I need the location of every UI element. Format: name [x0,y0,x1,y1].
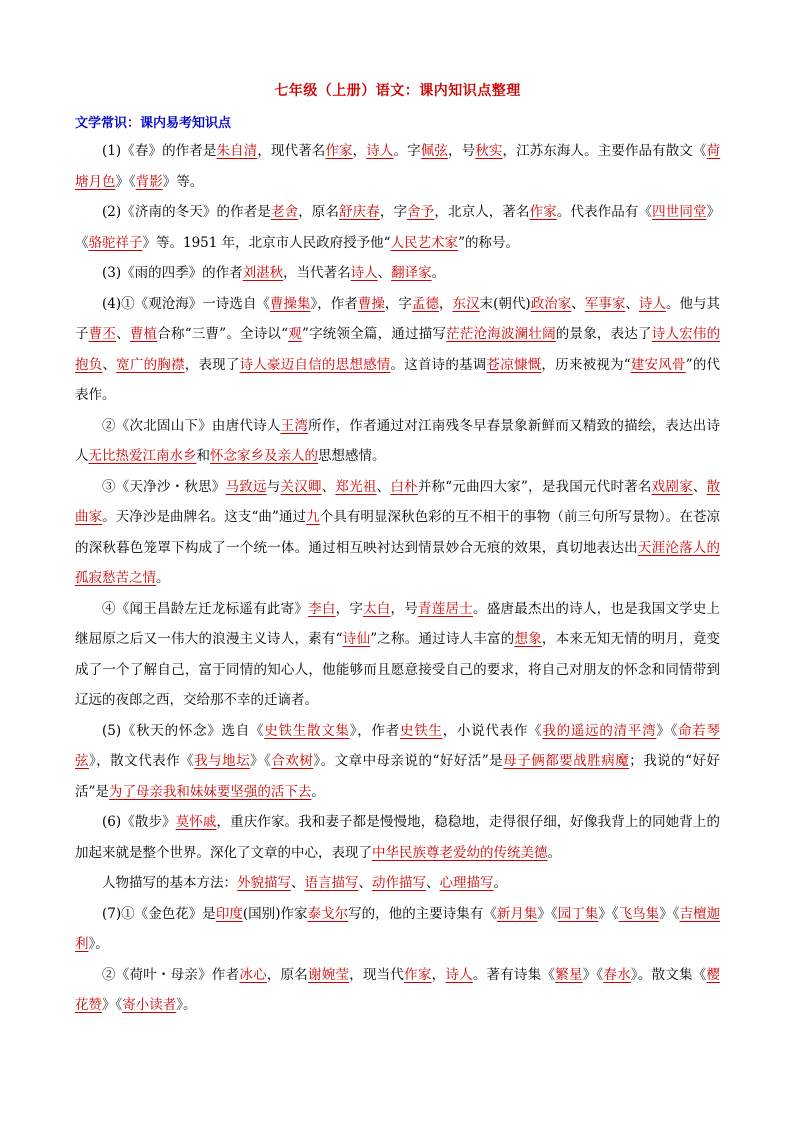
body-text: ；我说的“好好活”是 [75,753,721,800]
answer-highlight: 泰戈尔 [307,905,349,922]
answer-highlight: 翻译家 [391,265,432,281]
body-text: 。字 [393,143,421,159]
body-text: 、 [321,478,336,495]
body-text: ，号 [390,600,419,617]
answer-highlight: 秋实 [475,143,503,159]
body-text: ，原名 [266,966,309,983]
body-text: 的景象，表达了 [555,326,652,342]
answer-highlight: 九 [306,509,320,525]
body-text: 。天净沙是曲牌名。这支“曲”通过 [102,509,307,525]
body-text: 。这首诗的基调 [390,356,487,373]
body-text: ，历来被视为“ [541,356,631,373]
document-page [75,0,720,1021]
answer-highlight: 佩弦 [420,143,448,159]
body-text: 人物描写的基本方法： [102,875,237,891]
body-text: ，表现了 [184,356,240,373]
answer-highlight: 作家 [404,966,432,983]
body-text: 思想感情。 [318,448,386,464]
answer-highlight: 寄小读者 [122,997,177,1013]
answer-highlight: 四世同堂 [652,204,707,220]
answer-highlight: 曹操集 [269,295,311,312]
page-title: 七年级（上册）语文：课内知识点整理 [274,83,521,99]
paragraph-6-walk [75,807,720,868]
answer-highlight: 作家 [325,143,353,159]
body-text: 和 [196,448,210,464]
body-text: (7)①《金色花》是 [102,905,216,922]
answer-highlight: 飞鸟集 [618,905,660,922]
body-text: 。著有诗集《 [472,966,556,983]
body-text: 》《 [582,966,604,983]
body-text: ，字 [384,295,412,312]
body-text: ，现当代 [349,966,405,983]
body-text: (国别)作家 [242,905,308,922]
body-text: 》《 [102,997,123,1013]
answer-highlight: 军事家 [584,295,626,312]
answer-highlight: 曹操 [357,295,385,312]
body-text: 》《 [537,905,558,922]
answer-highlight: 太白 [363,600,391,617]
answer-highlight: 诗人 [350,265,378,281]
answer-highlight: 樱花赞 [75,966,721,1013]
answer-highlight: 史铁生散文集 [264,722,350,739]
paragraph-4-3-tianjingsha [75,472,720,594]
body-text: 合称“三曹”。全诗以“ [157,326,289,342]
answer-highlight: 茫茫沧海波澜壮阔 [446,326,556,342]
paragraph-7-golden-flower [75,899,720,960]
body-text: 》。文章中母亲说的“好好活”是 [313,753,504,769]
body-text: ”之称。通过诗人丰富的 [370,631,515,647]
body-text: 》，散文代表作《 [89,753,195,769]
answer-highlight: 心理描写 [439,875,494,891]
answer-highlight: 春水 [603,966,631,983]
paragraph-4-4-wang-changling [75,594,720,716]
body-text: ”的代表作。 [75,356,721,403]
body-text: ， [438,295,453,312]
body-text: 》等。1951 年，北京市人民政府授予他“ [142,234,391,251]
answer-highlight: 莫怀戚 [175,814,217,830]
answer-highlight: 舍予 [407,204,435,220]
body-text: ，号 [447,143,476,159]
body-text: 并称“元曲四大家”，是我国元代时著名 [417,478,652,495]
body-text: 、 [426,875,440,891]
answer-highlight: 白朴 [390,478,418,495]
body-text: ④《闻王昌龄左迁龙标遥有此寄》 [102,600,309,617]
answer-highlight: 命若琴弦 [75,722,721,769]
answer-highlight: 史铁生 [399,722,443,739]
answer-highlight: 人民艺术家 [390,234,459,251]
paragraph-4-2-beigushan [75,411,720,472]
answer-highlight: 冰心 [239,966,267,983]
answer-highlight: 为了母亲我和妹妹要坚强的活下去 [108,783,312,800]
body-text: 。他与其子 [75,295,721,342]
answer-highlight: 新月集 [496,905,538,922]
body-text: 》。散文集《 [630,966,707,983]
body-text: 、 [571,295,585,312]
body-text: ②《次北固山下》由唐代诗人 [102,417,281,434]
answer-highlight: 吉檀迦利 [75,905,721,952]
body-text: ③《天净沙・秋思》 [102,478,226,495]
body-text: 。 [493,875,507,891]
answer-highlight: 观 [288,326,302,342]
body-text: 》《 [656,722,679,739]
body-text: (1)《春》的作者是 [102,143,217,159]
body-text: 》等。 [162,173,204,190]
body-text: ”字统领全篇，通过描写 [301,326,447,342]
answer-highlight: 诗仙 [342,631,371,647]
answer-highlight: 怀念家乡及亲人的 [210,448,318,464]
body-text: ②《荷叶・母亲》作者 [102,966,240,983]
answer-highlight: 李白 [308,600,336,617]
answer-highlight: 母子俩都要战胜病魔 [503,753,630,769]
body-text: 、 [377,265,392,281]
answer-highlight: 舒庆春 [339,204,380,220]
answer-highlight: 园丁集 [557,905,599,922]
body-text: 》，作者 [349,722,400,739]
answer-highlight: 政治家 [530,295,572,312]
body-text: 、 [625,295,639,312]
body-text: ，本来无知无情的明月，竟变成了一个了解自己，富于同情的知心人，他能够而且愿意接受自己的要求，将自己对朋友的怀念和同情带到辽远的夜郎之西，交给那不幸的迁谪者。 [75,631,721,708]
answer-highlight: 无比热爱江南水乡 [88,448,197,464]
body-text: ，原名 [298,204,340,220]
body-text: ， [352,143,367,159]
answer-highlight: 繁星 [555,966,583,983]
answer-highlight: 建安风骨 [630,356,686,373]
answer-highlight: 诗人宏伟的抱负 [75,326,721,373]
answer-highlight: 散曲家 [75,478,721,525]
body-text: ， [431,966,446,983]
body-text: 》，作者 [310,295,358,312]
answer-highlight: 孟德 [411,295,439,312]
body-text: 。盛唐最杰出的诗人，也是我国文学史上继屈原之后又一伟大的浪漫主义诗人，素有“ [75,600,721,647]
body-text: 写的，他的主要诗集有《 [348,905,497,922]
answer-highlight: 苍凉慷慨 [486,356,542,373]
answer-highlight: 老舍 [270,204,299,220]
body-text: ，重庆作家。我和妻子都是慢慢地，稳稳地，走得很仔细，好像我背上的同她背上的加起来就是整个世界。深化了文章的中心，表现了 [75,814,721,861]
body-text: 、 [692,478,707,495]
body-text: ，江苏东海人。主要作品有散文《 [502,143,707,159]
body-text: 。 [156,570,170,586]
answer-highlight: 青莲居士 [418,600,473,617]
body-text: 》《 [250,753,272,769]
body-text: 。代表作品有《 [556,204,653,220]
body-text: 。 [431,265,446,281]
answer-highlight: 王湾 [280,417,309,434]
body-text: 》。 [176,997,197,1013]
body-text: (2)《济南的冬天》的作者是 [102,204,271,220]
body-text: 末(朝代) [479,295,531,312]
document-body [75,136,720,1021]
body-text: (3)《雨的四季》的作者 [102,265,243,281]
answer-highlight: 马致远 [225,478,267,495]
body-text: 、 [376,478,391,495]
body-text: 》《 [659,905,680,922]
answer-highlight: 外貌描写 [237,875,291,891]
body-text: ，当代著名 [283,265,351,281]
answer-highlight: 骆驼祥子 [88,234,143,251]
answer-highlight: 郑光祖 [335,478,377,495]
paragraph-1-chunzhu [75,136,720,197]
body-text: ，字 [335,600,364,617]
answer-highlight: 曹丕 [88,326,117,342]
answer-highlight: 动作描写 [372,875,426,891]
paragraph-character-description [75,868,720,899]
body-text: 》《 [75,204,721,251]
answer-highlight: 诗人豪迈自信的思想感情 [239,356,391,373]
body-text: ，北京人，著名 [434,204,530,220]
answer-highlight: 诗人 [445,966,473,983]
answer-highlight: 东汉 [452,295,480,312]
body-text: 》。 [88,936,109,952]
answer-highlight: 中华民族尊老爱幼的传统美德 [372,844,548,861]
answer-highlight: 诗人 [638,295,666,312]
answer-highlight: 语言描写 [304,875,359,891]
body-text: ，字 [379,204,408,220]
body-text: 。 [311,783,325,800]
body-text: 、 [116,326,130,342]
section-heading: 文学常识：课内易考知识点 [75,116,232,131]
body-text: 。 [547,844,561,861]
paragraph-3-rain-seasons [75,258,720,289]
answer-highlight: 关汉卿 [280,478,322,495]
answer-highlight: 作家 [529,204,557,220]
body-text: (6)《散步》 [102,814,176,830]
body-text: 》《 [115,173,136,190]
answer-highlight: 背影 [135,173,163,190]
paragraph-4-guan-canghai [75,289,720,411]
paragraph-5-autumn-memory [75,716,720,808]
answer-highlight: 曹植 [129,326,158,342]
body-text: ”的称号。 [458,234,519,251]
body-text: ，小说代表作《 [442,722,543,739]
body-text: 、 [291,875,305,891]
answer-highlight: 我与地坛 [194,753,251,769]
answer-highlight: 我的遥远的清平湾 [542,722,657,739]
answer-highlight: 宽广的胸襟 [116,356,185,373]
body-text: (5)《秋天的怀念》选自《 [102,722,265,739]
answer-highlight: 想象 [514,631,542,647]
paragraph-7-2-lotus-mother [75,960,720,1021]
answer-highlight: 荷塘月色 [75,143,721,190]
body-text: 、 [358,875,372,891]
paragraph-2-jinan-winter [75,197,720,258]
body-text: (4)①《观沧海》一诗选自《 [102,295,270,312]
answer-highlight: 朱自清 [216,143,258,159]
answer-highlight: 刘湛秋 [242,265,284,281]
answer-highlight: 印度 [215,905,243,922]
answer-highlight: 天涯沦落人的孤寂愁苦之情 [75,539,721,586]
body-text: 》《 [598,905,619,922]
body-text: 、 [102,356,117,373]
answer-highlight: 戏剧家 [651,478,693,495]
body-text: 所作，作者通过对江南残冬早春景象新鲜而又精致的描绘，表达出诗人 [75,417,721,464]
answer-highlight: 谢婉莹 [308,966,350,983]
body-text: 与 [266,478,281,495]
answer-highlight: 诗人 [366,143,394,159]
answer-highlight: 合欢树 [271,753,314,769]
body-text: 个具有明显深秋色彩的互不相干的事物（前三句所写景物）。在苍凉的深秋暮色笼罩下构成了一个统一体。通过相互映衬达到情景妙合无痕的效果，真切地表达出 [75,509,721,556]
body-text: ，现代著名 [257,143,326,159]
